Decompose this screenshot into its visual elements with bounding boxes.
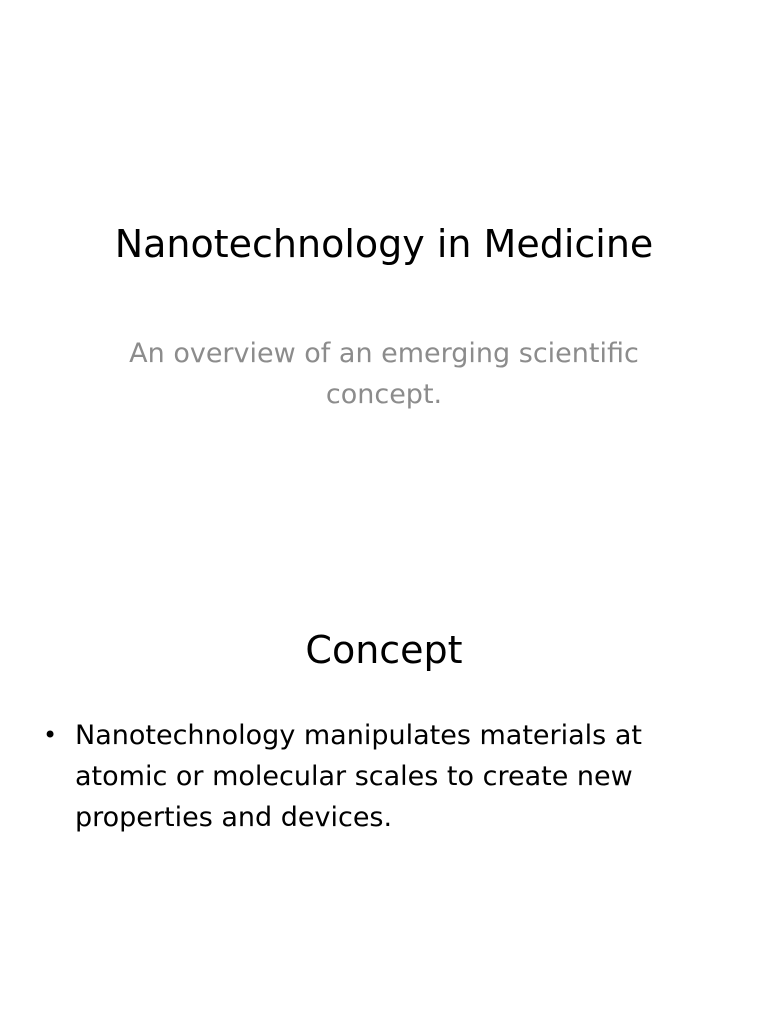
bullet-marker: • (43, 721, 58, 749)
bullet-list (40, 715, 730, 838)
slide-title: Nanotechnology in Medicine (114, 222, 654, 266)
bullet-text: Nanotechnology manipulates materials at atomic or molecular scales to create new properties and devices. (75, 720, 642, 833)
concept-slide (0, 576, 768, 1024)
bullet-item (40, 715, 730, 838)
slide-title: Concept (305, 628, 463, 672)
slide-subtitle: An overview of an emerging scientific concept. (129, 338, 639, 410)
